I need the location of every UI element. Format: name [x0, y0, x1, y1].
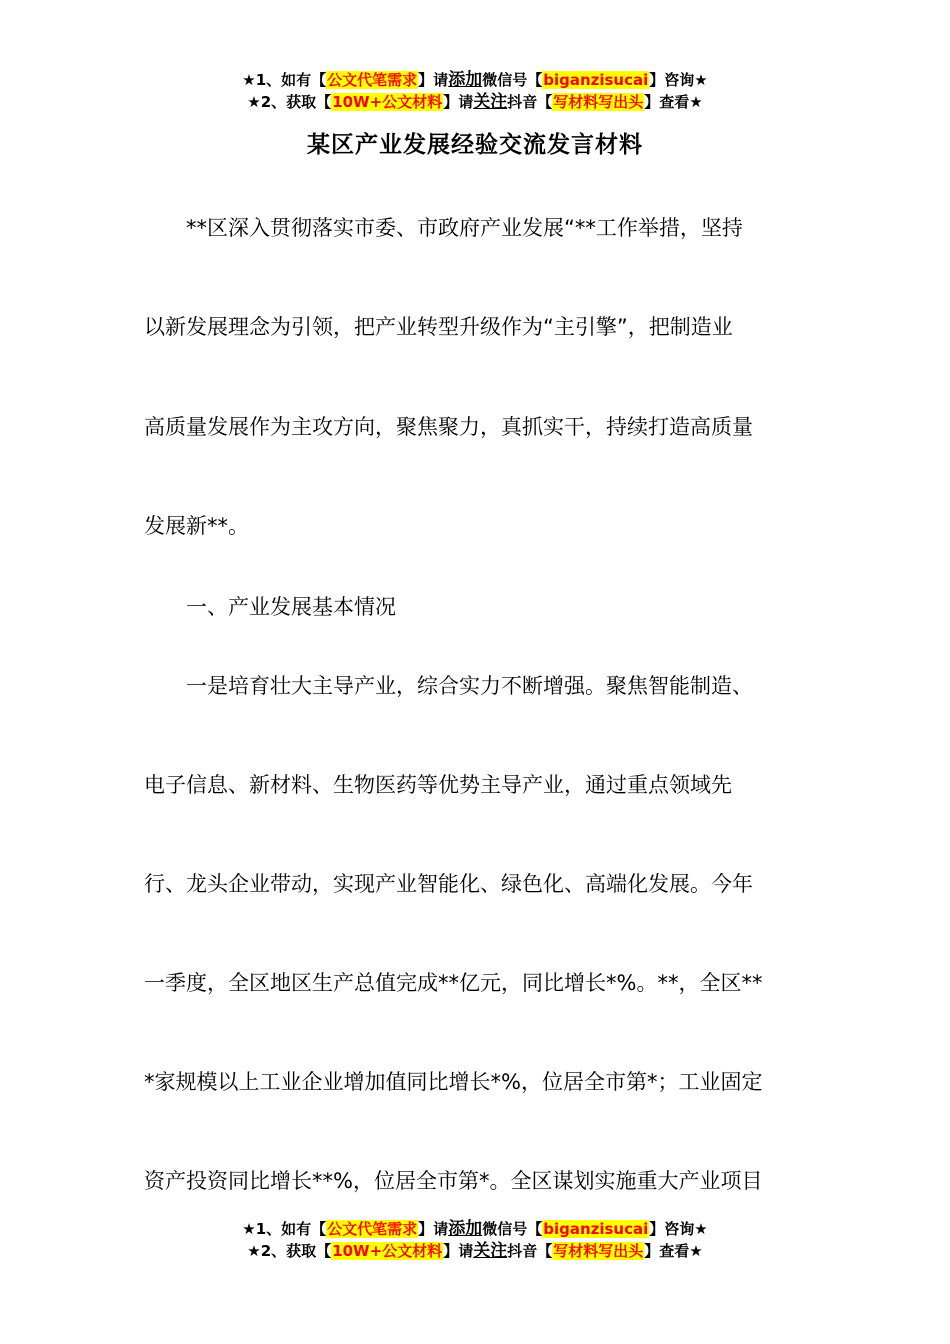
promo-underlined: 关注 — [473, 92, 508, 112]
promo-underlined: 添加 — [448, 1219, 483, 1239]
promo-banner-bottom — [0, 1218, 950, 1262]
promo-highlight: 10W+公文材料 — [332, 1242, 443, 1260]
document-title: 某区产业发展经验交流发言材料 — [307, 132, 643, 158]
promo-wechat-id: biganzisucai — [543, 1220, 649, 1238]
body-line: 电子信息、新材料、生物医药等优势主导产业，通过重点领域先 — [144, 773, 732, 797]
promo-line-2: ★2、获取【10W+公文材料】请关注抖音【写材料写出头】查看★ — [247, 92, 703, 112]
section-heading: 一、产业发展基本情况 — [144, 595, 396, 619]
body-line: 高质量发展作为主攻方向，聚焦聚力，真抓实干，持续打造高质量 — [144, 415, 753, 439]
body-line: 以新发展理念为引领，把产业转型升级作为“主引擎”，把制造业 — [144, 315, 733, 339]
promo-douyin-name: 写材料写出头 — [553, 1242, 644, 1260]
body-line: *家规模以上工业企业增加值同比增长*%，位居全市第*；工业固定 — [144, 1070, 763, 1094]
promo-highlight: 公文代笔需求 — [327, 71, 418, 89]
promo-highlight: 10W+公文材料 — [332, 93, 443, 111]
promo-line-1: ★1、如有【公文代笔需求】请添加微信号【biganzisucai】咨询★ — [242, 1219, 708, 1239]
promo-underlined: 关注 — [473, 1241, 508, 1261]
promo-wechat-id: biganzisucai — [543, 71, 649, 89]
body-line: 一是培育壮大主导产业，综合实力不断增强。聚焦智能制造、 — [144, 674, 753, 698]
body-line: 发展新**。 — [144, 514, 249, 538]
body-line: 一季度，全区地区生产总值完成**亿元，同比增长*%。**，全区** — [144, 971, 763, 995]
promo-banner-top — [0, 69, 950, 113]
body-line: **区深入贯彻落实市委、市政府产业发展“**工作举措，坚持 — [144, 216, 743, 240]
promo-line-2: ★2、获取【10W+公文材料】请关注抖音【写材料写出头】查看★ — [247, 1241, 703, 1261]
promo-highlight: 公文代笔需求 — [327, 1220, 418, 1238]
body-line: 资产投资同比增长**%，位居全市第*。全区谋划实施重大产业项目 — [144, 1169, 763, 1193]
promo-underlined: 添加 — [448, 70, 483, 90]
body-line: 行、龙头企业带动，实现产业智能化、绿色化、高端化发展。今年 — [144, 872, 753, 896]
promo-line-1: ★1、如有【公文代笔需求】请添加微信号【biganzisucai】咨询★ — [242, 70, 708, 90]
promo-douyin-name: 写材料写出头 — [553, 93, 644, 111]
